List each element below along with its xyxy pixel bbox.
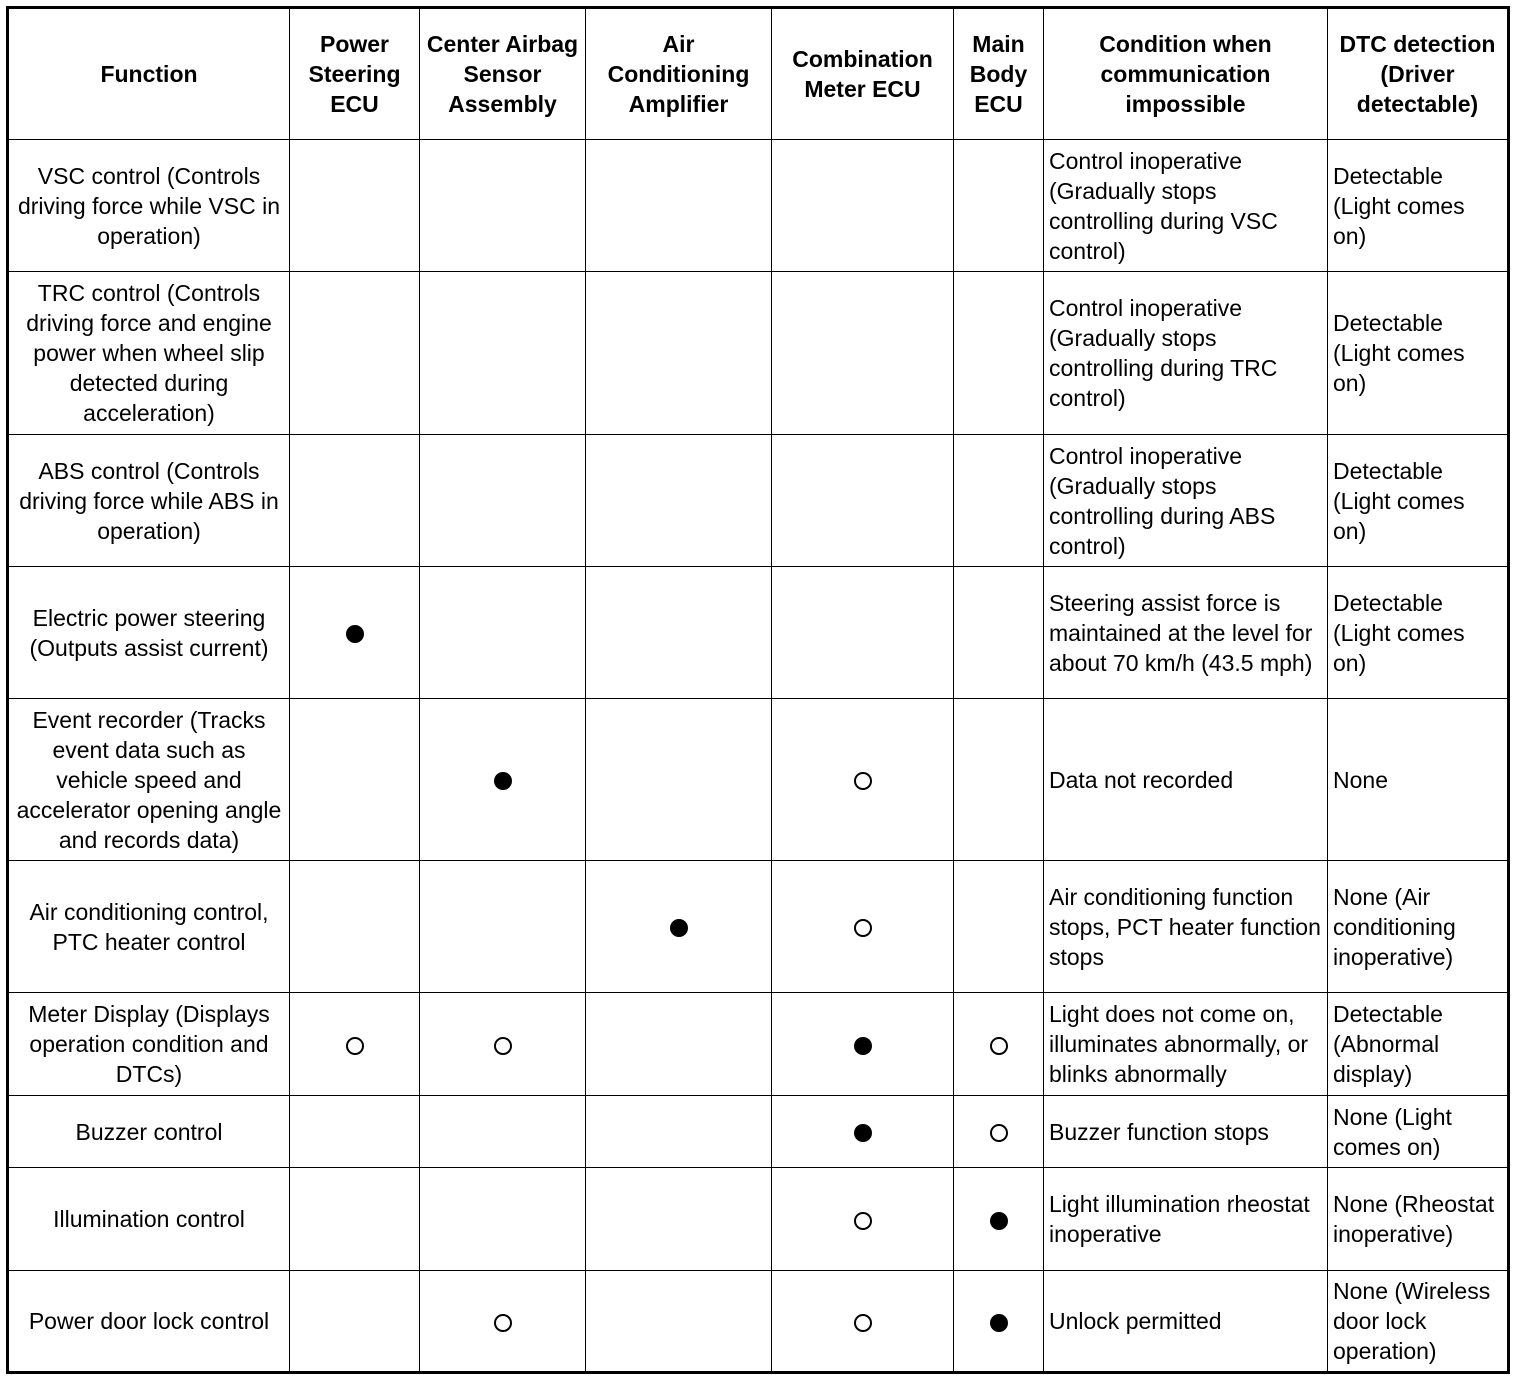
function-cell: TRC control (Controls driving force and engine power when wheel slip detected during acceleration)	[8, 272, 290, 435]
ecu-mark-cell	[420, 272, 586, 435]
table-row	[8, 993, 1509, 1096]
ecu-mark-cell	[772, 993, 954, 1096]
ecu-mark-cell	[586, 699, 772, 861]
ecu-mark-cell	[772, 435, 954, 567]
open-circle-icon	[494, 1037, 512, 1055]
ecu-mark-cell	[420, 861, 586, 993]
condition-cell: Control inoperative (Gradually stops controlling during TRC control)	[1044, 272, 1328, 435]
dtc-cell: Detectable (Light comes on)	[1328, 140, 1509, 272]
ecu-mark-cell	[772, 140, 954, 272]
ecu-mark-cell	[420, 1096, 586, 1168]
filled-circle-icon	[990, 1212, 1008, 1230]
ecu-mark-cell	[420, 567, 586, 699]
function-cell: Illumination control	[8, 1168, 290, 1271]
ecu-mark-cell	[772, 1168, 954, 1271]
table-row	[8, 699, 1509, 861]
header-row	[8, 8, 1509, 140]
condition-cell: Steering assist force is maintained at the level for about 70 km/h (43.5 mph)	[1044, 567, 1328, 699]
condition-cell: Control inoperative (Gradually stops controlling during VSC control)	[1044, 140, 1328, 272]
function-cell: Buzzer control	[8, 1096, 290, 1168]
ecu-mark-cell	[420, 1271, 586, 1373]
ecu-mark-cell	[954, 993, 1044, 1096]
function-cell: Event recorder (Tracks event data such as vehicle speed and accelerator opening angle and records data)	[8, 699, 290, 861]
table-row	[8, 567, 1509, 699]
open-circle-icon	[990, 1124, 1008, 1142]
table-row	[8, 1168, 1509, 1271]
header-dtc-detection: DTC detection (Driver detectable)	[1328, 8, 1509, 140]
header-combination-meter-ecu: Combination Meter ECU	[772, 8, 954, 140]
table-row	[8, 1096, 1509, 1168]
dtc-cell: None (Light comes on)	[1328, 1096, 1509, 1168]
filled-circle-icon	[494, 772, 512, 790]
header-main-body-ecu: Main Body ECU	[954, 8, 1044, 140]
ecu-mark-cell	[772, 1271, 954, 1373]
ecu-mark-cell	[420, 993, 586, 1096]
ecu-mark-cell	[586, 1271, 772, 1373]
dtc-cell: Detectable (Abnormal display)	[1328, 993, 1509, 1096]
ecu-mark-cell	[772, 272, 954, 435]
dtc-cell: None	[1328, 699, 1509, 861]
ecu-mark-cell	[772, 699, 954, 861]
function-cell: Electric power steering (Outputs assist current)	[8, 567, 290, 699]
filled-circle-icon	[854, 1124, 872, 1142]
ecu-mark-cell	[586, 1168, 772, 1271]
table-row	[8, 1271, 1509, 1373]
ecu-mark-cell	[586, 272, 772, 435]
ecu-mark-cell	[420, 1168, 586, 1271]
ecu-mark-cell	[772, 567, 954, 699]
header-condition: Condition when communication impossible	[1044, 8, 1328, 140]
ecu-mark-cell	[290, 993, 420, 1096]
condition-cell: Control inoperative (Gradually stops controlling during ABS control)	[1044, 435, 1328, 567]
table-row	[8, 861, 1509, 993]
open-circle-icon	[494, 1314, 512, 1332]
ecu-mark-cell	[290, 567, 420, 699]
ecu-mark-cell	[954, 567, 1044, 699]
condition-cell: Buzzer function stops	[1044, 1096, 1328, 1168]
header-power-steering-ecu: Power Steering ECU	[290, 8, 420, 140]
ecu-mark-cell	[954, 435, 1044, 567]
filled-circle-icon	[346, 625, 364, 643]
ecu-mark-cell	[420, 435, 586, 567]
table-row	[8, 272, 1509, 435]
open-circle-icon	[346, 1037, 364, 1055]
ecu-mark-cell	[586, 567, 772, 699]
ecu-mark-cell	[586, 1096, 772, 1168]
ecu-mark-cell	[290, 1271, 420, 1373]
filled-circle-icon	[990, 1314, 1008, 1332]
condition-cell: Light does not come on, illuminates abnormally, or blinks abnormally	[1044, 993, 1328, 1096]
dtc-cell: None (Rheostat inoperative)	[1328, 1168, 1509, 1271]
filled-circle-icon	[854, 1037, 872, 1055]
ecu-mark-cell	[420, 699, 586, 861]
dtc-cell: Detectable (Light comes on)	[1328, 567, 1509, 699]
filled-circle-icon	[670, 919, 688, 937]
ecu-mark-cell	[586, 993, 772, 1096]
dtc-cell: Detectable (Light comes on)	[1328, 435, 1509, 567]
open-circle-icon	[854, 772, 872, 790]
ecu-function-table	[6, 6, 1510, 1374]
ecu-mark-cell	[290, 1168, 420, 1271]
ecu-mark-cell	[954, 272, 1044, 435]
open-circle-icon	[854, 1212, 872, 1230]
condition-cell: Air conditioning function stops, PCT heater function stops	[1044, 861, 1328, 993]
header-center-airbag-sensor: Center Airbag Sensor Assembly	[420, 8, 586, 140]
ecu-mark-cell	[586, 861, 772, 993]
ecu-mark-cell	[954, 140, 1044, 272]
header-function: Function	[8, 8, 290, 140]
ecu-mark-cell	[420, 140, 586, 272]
ecu-mark-cell	[290, 699, 420, 861]
ecu-mark-cell	[954, 699, 1044, 861]
ecu-mark-cell	[954, 1168, 1044, 1271]
table-row	[8, 435, 1509, 567]
dtc-cell: None (Air conditioning inoperative)	[1328, 861, 1509, 993]
function-cell: Air conditioning control, PTC heater control	[8, 861, 290, 993]
ecu-mark-cell	[290, 140, 420, 272]
condition-cell: Data not recorded	[1044, 699, 1328, 861]
ecu-mark-cell	[954, 861, 1044, 993]
table-body	[8, 140, 1509, 1373]
open-circle-icon	[990, 1037, 1008, 1055]
function-cell: Power door lock control	[8, 1271, 290, 1373]
dtc-cell: None (Wireless door lock operation)	[1328, 1271, 1509, 1373]
ecu-mark-cell	[954, 1271, 1044, 1373]
open-circle-icon	[854, 919, 872, 937]
condition-cell: Unlock permitted	[1044, 1271, 1328, 1373]
table-row	[8, 140, 1509, 272]
ecu-mark-cell	[290, 861, 420, 993]
dtc-cell: Detectable (Light comes on)	[1328, 272, 1509, 435]
function-cell: VSC control (Controls driving force while VSC in operation)	[8, 140, 290, 272]
condition-cell: Light illumination rheostat inoperative	[1044, 1168, 1328, 1271]
header-air-conditioning-amplifier: Air Conditioning Amplifier	[586, 8, 772, 140]
function-cell: Meter Display (Displays operation condition and DTCs)	[8, 993, 290, 1096]
ecu-mark-cell	[954, 1096, 1044, 1168]
ecu-mark-cell	[586, 435, 772, 567]
ecu-mark-cell	[290, 1096, 420, 1168]
ecu-mark-cell	[290, 272, 420, 435]
function-cell: ABS control (Controls driving force while ABS in operation)	[8, 435, 290, 567]
ecu-mark-cell	[772, 1096, 954, 1168]
ecu-mark-cell	[290, 435, 420, 567]
open-circle-icon	[854, 1314, 872, 1332]
ecu-mark-cell	[772, 861, 954, 993]
ecu-mark-cell	[586, 140, 772, 272]
